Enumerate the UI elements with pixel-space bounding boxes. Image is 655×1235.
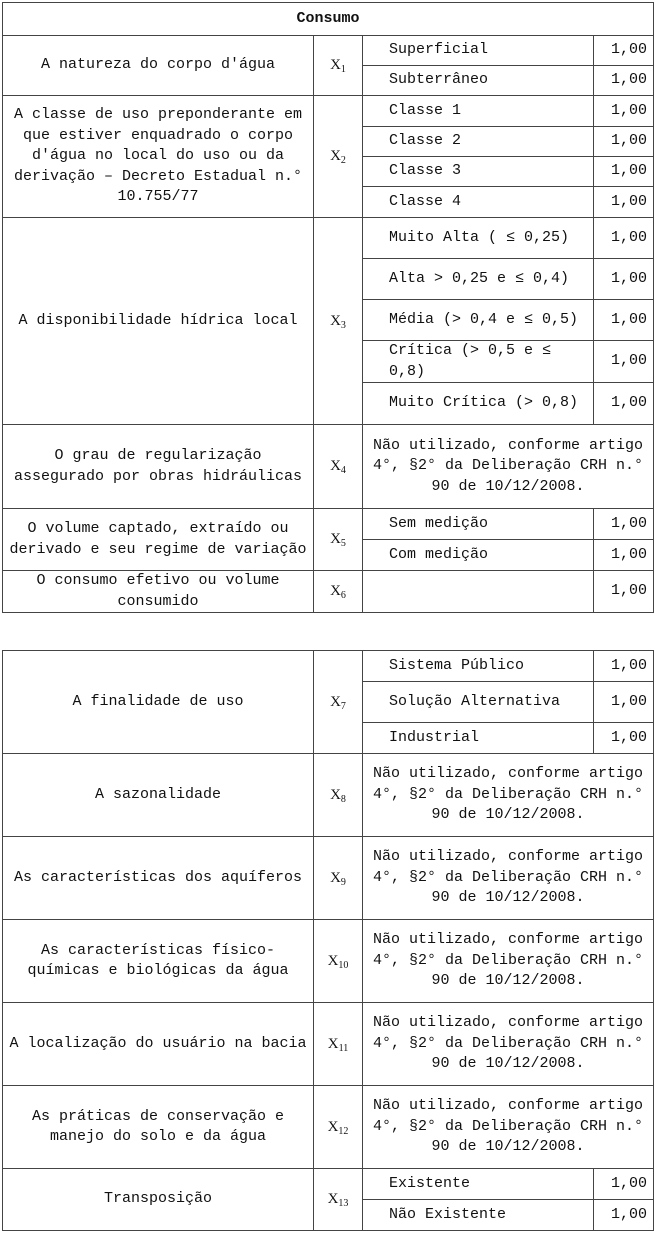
option-label-cell: Industrial — [363, 723, 594, 754]
option-label-cell — [363, 571, 594, 613]
variable-symbol: X — [327, 1191, 339, 1208]
factor-cell: As características dos aquíferos — [3, 837, 314, 920]
variable-subscript: 2 — [340, 155, 346, 167]
variable-subscript: 5 — [340, 538, 346, 550]
not-used-note-cell: Não utilizado, conforme artigo 4°, §2° da Deliberação CRH n.° 90 de 10/12/2008. — [363, 837, 654, 920]
variable-cell — [314, 1086, 363, 1169]
factor-cell: Transposição — [3, 1169, 314, 1231]
variable-cell — [314, 96, 363, 218]
table-row — [3, 754, 654, 837]
variable-subscript: 3 — [340, 319, 346, 331]
variable-subscript: 13 — [338, 1198, 349, 1210]
factor-cell: As práticas de conservação e manejo do solo e da água — [3, 1086, 314, 1169]
finalidade-table — [2, 650, 654, 1231]
coefficient-cell: 1,00 — [594, 651, 654, 682]
variable-symbol: X — [330, 458, 341, 475]
table-row — [3, 651, 654, 682]
factor-cell: As características físico-químicas e biológicas da água — [3, 920, 314, 1003]
option-label-cell: Classe 2 — [363, 127, 594, 157]
table-row — [3, 218, 654, 259]
coefficient-cell: 1,00 — [594, 509, 654, 540]
coefficient-cell: 1,00 — [594, 682, 654, 723]
variable-cell — [314, 1169, 363, 1231]
factor-cell: O consumo efetivo ou volume consumido — [3, 571, 314, 613]
option-label-cell: Subterrâneo — [363, 66, 594, 96]
option-label-cell: Sem medição — [363, 509, 594, 540]
coefficient-cell: 1,00 — [594, 96, 654, 127]
coefficient-cell: 1,00 — [594, 259, 654, 300]
coefficient-cell: 1,00 — [594, 540, 654, 571]
option-label-cell: Média (> 0,4 e ≤ 0,5) — [363, 300, 594, 341]
option-label-cell: Existente — [363, 1169, 594, 1200]
option-label-cell: Classe 3 — [363, 157, 594, 187]
coefficient-cell: 1,00 — [594, 127, 654, 157]
table-row — [3, 571, 654, 613]
variable-subscript: 6 — [340, 590, 346, 602]
variable-cell — [314, 36, 363, 96]
coefficient-cell: 1,00 — [594, 1200, 654, 1231]
variable-cell — [314, 651, 363, 754]
variable-cell — [314, 425, 363, 509]
factor-cell: A classe de uso preponderante em que estiver enquadrado o corpo d'água no local do uso ou da derivação – Decreto Estadual n.° 10.755/77 — [3, 96, 314, 218]
table-row — [3, 425, 654, 509]
variable-symbol: X — [330, 583, 341, 600]
table-row — [3, 509, 654, 540]
variable-cell — [314, 837, 363, 920]
table-row — [3, 920, 654, 1003]
variable-symbol: X — [327, 952, 339, 969]
variable-cell — [314, 754, 363, 837]
factor-cell: A finalidade de uso — [3, 651, 314, 754]
coefficient-cell: 1,00 — [594, 36, 654, 66]
not-used-note-cell: Não utilizado, conforme artigo 4°, §2° da Deliberação CRH n.° 90 de 10/12/2008. — [363, 920, 654, 1003]
variable-subscript: 11 — [338, 1042, 349, 1054]
option-label-cell: Solução Alternativa — [363, 682, 594, 723]
factor-cell: A sazonalidade — [3, 754, 314, 837]
coefficient-cell: 1,00 — [594, 218, 654, 259]
factor-cell: A natureza do corpo d'água — [3, 36, 314, 96]
variable-symbol: X — [330, 693, 341, 710]
option-label-cell: Muito Alta ( ≤ 0,25) — [363, 218, 594, 259]
variable-symbol: X — [330, 312, 341, 329]
variable-symbol: X — [327, 1118, 339, 1135]
not-used-note-cell: Não utilizado, conforme artigo 4°, §2° da Deliberação CRH n.° 90 de 10/12/2008. — [363, 425, 654, 509]
option-label-cell: Crítica (> 0,5 e ≤ 0,8) — [363, 341, 594, 383]
coefficient-cell: 1,00 — [594, 1169, 654, 1200]
coefficient-cell: 1,00 — [594, 66, 654, 96]
option-label-cell: Muito Crítica (> 0,8) — [363, 383, 594, 425]
option-label-cell: Alta > 0,25 e ≤ 0,4) — [363, 259, 594, 300]
table-title: Consumo — [3, 3, 654, 36]
variable-symbol: X — [330, 57, 341, 74]
factor-cell: A localização do usuário na bacia — [3, 1003, 314, 1086]
variable-subscript: 4 — [340, 465, 346, 477]
variable-subscript: 8 — [340, 793, 346, 805]
variable-subscript: 7 — [340, 700, 346, 712]
factor-cell: O volume captado, extraído ou derivado e seu regime de variação — [3, 509, 314, 571]
variable-cell — [314, 509, 363, 571]
table-row — [3, 36, 654, 66]
variable-subscript: 10 — [338, 959, 349, 971]
coefficient-cell: 1,00 — [594, 571, 654, 613]
table-row — [3, 1169, 654, 1200]
coefficient-cell: 1,00 — [594, 723, 654, 754]
coefficient-cell: 1,00 — [594, 157, 654, 187]
option-label-cell: Superficial — [363, 36, 594, 66]
variable-symbol: X — [330, 531, 341, 548]
option-label-cell: Com medição — [363, 540, 594, 571]
variable-cell — [314, 218, 363, 425]
factor-cell: O grau de regularização assegurado por obras hidráulicas — [3, 425, 314, 509]
variable-cell — [314, 1003, 363, 1086]
table-row — [3, 1003, 654, 1086]
option-label-cell: Classe 1 — [363, 96, 594, 127]
variable-subscript: 12 — [338, 1125, 349, 1137]
table-row — [3, 1086, 654, 1169]
table-row — [3, 837, 654, 920]
variable-subscript: 1 — [340, 64, 346, 76]
variable-symbol: X — [327, 1035, 339, 1052]
not-used-note-cell: Não utilizado, conforme artigo 4°, §2° da Deliberação CRH n.° 90 de 10/12/2008. — [363, 1003, 654, 1086]
consumo-table — [2, 2, 654, 613]
variable-cell — [314, 571, 363, 613]
coefficient-cell: 1,00 — [594, 383, 654, 425]
option-label-cell: Sistema Público — [363, 651, 594, 682]
coefficient-cell: 1,00 — [594, 300, 654, 341]
table-row — [3, 96, 654, 127]
not-used-note-cell: Não utilizado, conforme artigo 4°, §2° da Deliberação CRH n.° 90 de 10/12/2008. — [363, 1086, 654, 1169]
variable-subscript: 9 — [340, 876, 346, 888]
option-label-cell: Não Existente — [363, 1200, 594, 1231]
variable-symbol: X — [330, 786, 341, 803]
coefficient-cell: 1,00 — [594, 341, 654, 383]
not-used-note-cell: Não utilizado, conforme artigo 4°, §2° da Deliberação CRH n.° 90 de 10/12/2008. — [363, 754, 654, 837]
variable-symbol: X — [330, 869, 341, 886]
variable-symbol: X — [330, 148, 341, 165]
variable-cell — [314, 920, 363, 1003]
option-label-cell: Classe 4 — [363, 187, 594, 218]
factor-cell: A disponibilidade hídrica local — [3, 218, 314, 425]
coefficient-cell: 1,00 — [594, 187, 654, 218]
